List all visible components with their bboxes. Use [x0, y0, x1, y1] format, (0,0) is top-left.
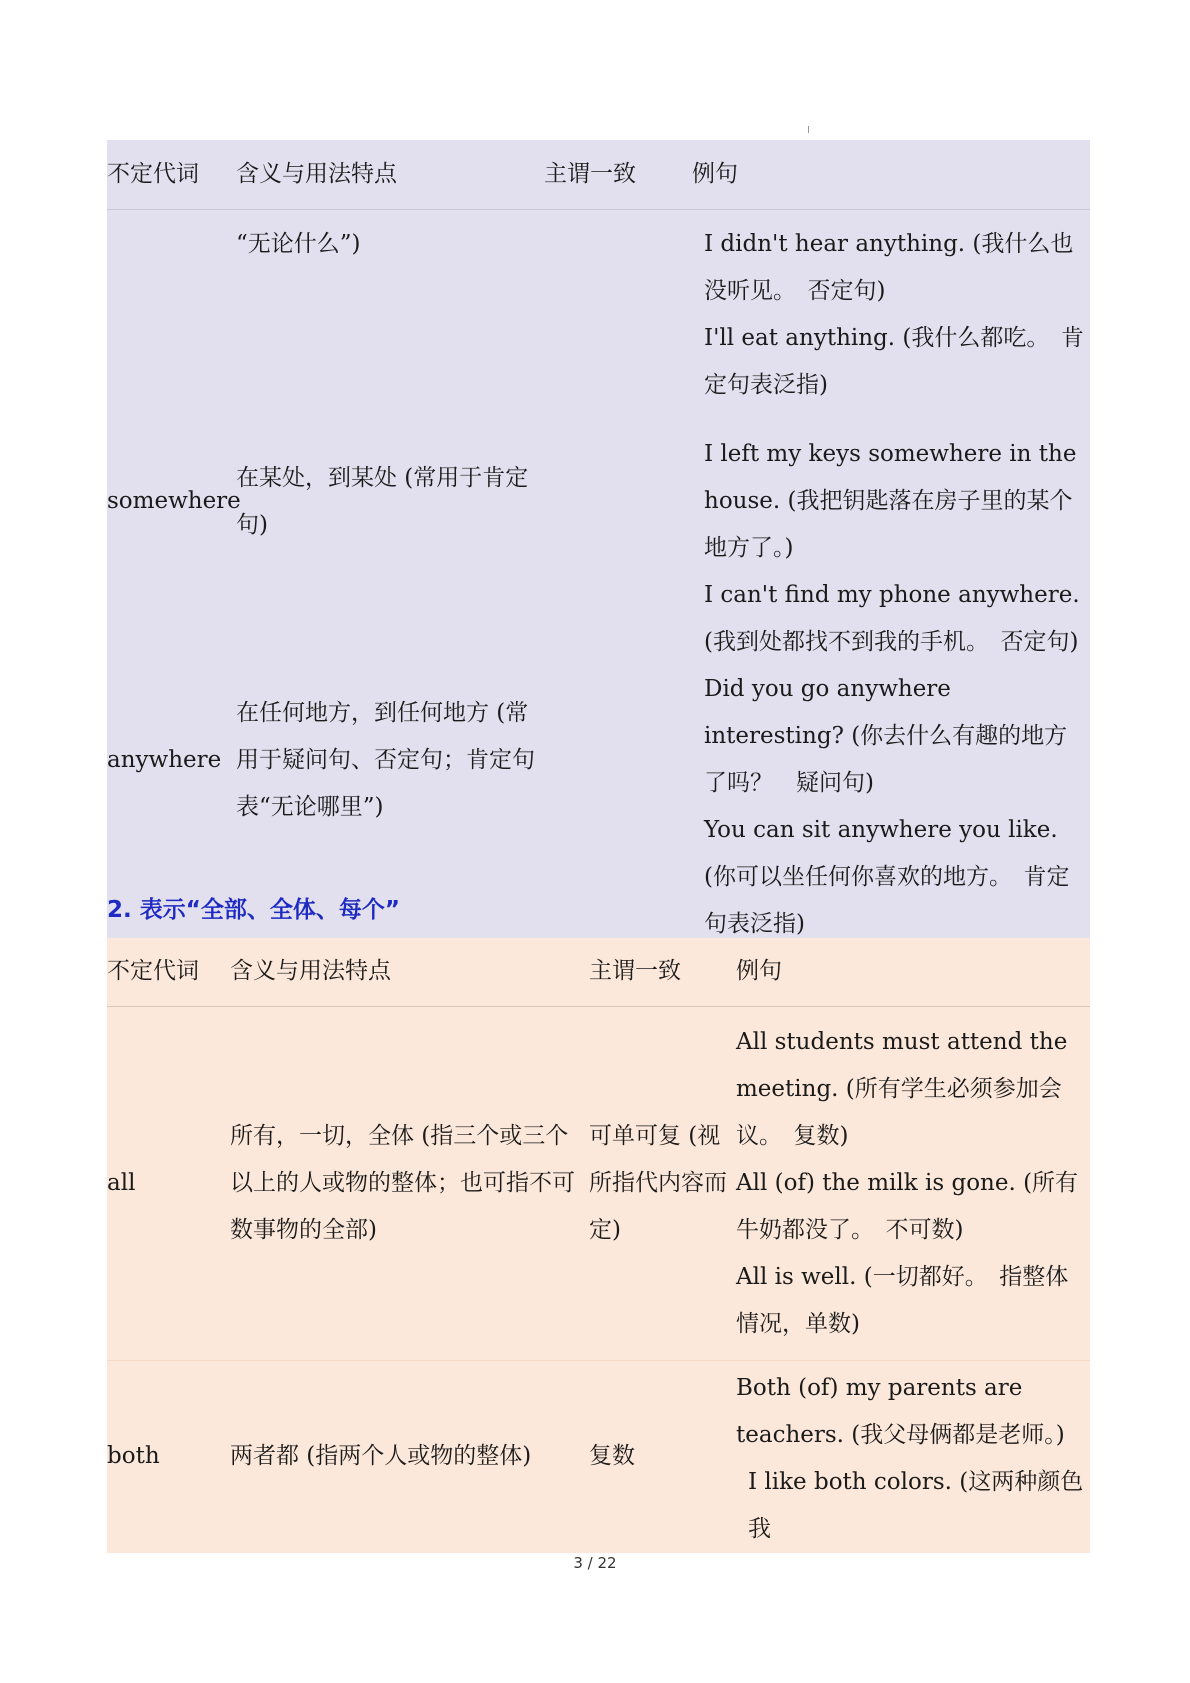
- cell-pronoun: both: [107, 1443, 160, 1469]
- cell-agreement: 可单可复 (视所指代内容而定): [589, 1006, 736, 1360]
- header-meaning: 含义与用法特点: [230, 938, 589, 1006]
- header-pronoun: 不定代词: [107, 938, 230, 1006]
- cell-meaning: 两者都 (指两个人或物的整体): [230, 1443, 532, 1469]
- table-header-row: [107, 938, 1090, 1006]
- example-sentence: Did you go anywhere interesting? (你去什么有趣的地方了吗？ 疑问句): [704, 676, 1068, 796]
- example-sentence: Both (of) my parents are teachers. (我父母俩都是老师。): [736, 1374, 1065, 1448]
- table-row-anywhere: [107, 572, 1090, 948]
- cell-pronoun: [107, 209, 236, 431]
- cell-pronoun: somewhere: [107, 488, 241, 514]
- cell-pronoun: anywhere: [107, 746, 222, 773]
- cell-pronoun: all: [107, 1006, 230, 1360]
- cell-meaning: 在某处，到某处 (常用于肯定句): [236, 464, 529, 538]
- cell-agreement: [544, 572, 692, 948]
- cell-agreement: [544, 431, 692, 572]
- cell-examples: [692, 431, 1090, 572]
- cell-examples: [736, 1360, 1090, 1553]
- example-sentence: All students must attend the meeting. (所有学生必须参加会议。 复数): [736, 1028, 1068, 1149]
- cell-examples: [692, 572, 1090, 948]
- page-number: 3 / 22: [573, 1554, 617, 1572]
- table-row-both: [107, 1360, 1090, 1553]
- cell-agreement: [544, 209, 692, 431]
- header-examples: 例句: [692, 140, 1090, 209]
- section-heading: 2. 表示“全部、全体、每个”: [107, 897, 400, 923]
- table-row-somewhere: [107, 431, 1090, 572]
- cell-meaning: “无论什么”): [236, 230, 361, 257]
- cell-examples: [692, 209, 1090, 431]
- cell-meaning: 在任何地方，到任何地方 (常用于疑问句、否定句；肯定句表“无论哪里”): [236, 699, 535, 820]
- example-sentence: You can sit anywhere you like. (你可以坐任何你喜欢的地方。 肯定句表泛指): [704, 817, 1070, 937]
- example-sentence: All is well. (一切都好。 指整体情况，单数): [736, 1263, 1069, 1337]
- header-examples: 例句: [736, 938, 1090, 1006]
- example-sentence: I'll eat anything. (我什么都吃。 肯定句表泛指): [704, 324, 1084, 398]
- example-sentence: All (of) the milk is gone. (所有牛奶都没了。 不可数): [736, 1169, 1079, 1243]
- cell-agreement: 复数: [589, 1443, 635, 1469]
- example-sentence: I didn't hear anything. (我什么也没听见。 否定句): [704, 230, 1074, 304]
- example-sentence: I like both colors. (这两种颜色我: [748, 1468, 1084, 1542]
- table-row-anything: [107, 209, 1090, 431]
- example-sentence: I can't find my phone anywhere. (我到处都找不到我的手机。 否定句): [704, 582, 1080, 655]
- example-sentence: I left my keys somewhere in the house. (我把钥匙落在房子里的某个地方了。): [704, 441, 1077, 561]
- header-pronoun: 不定代词: [107, 140, 236, 209]
- header-tick-mark: [808, 126, 809, 133]
- cell-examples: [736, 1006, 1090, 1360]
- pronoun-table-all-both: [107, 938, 1090, 1553]
- cell-meaning: 所有，一切，全体 (指三个或三个以上的人或物的整体；也可指不可数事物的全部): [230, 1006, 589, 1360]
- table-header-row: [107, 140, 1090, 209]
- table-row-all: [107, 1006, 1090, 1360]
- pronoun-table-somewhere-anywhere: [107, 140, 1090, 948]
- header-agreement: 主谓一致: [589, 938, 736, 1006]
- header-meaning: 含义与用法特点: [236, 140, 544, 209]
- header-agreement: 主谓一致: [544, 140, 692, 209]
